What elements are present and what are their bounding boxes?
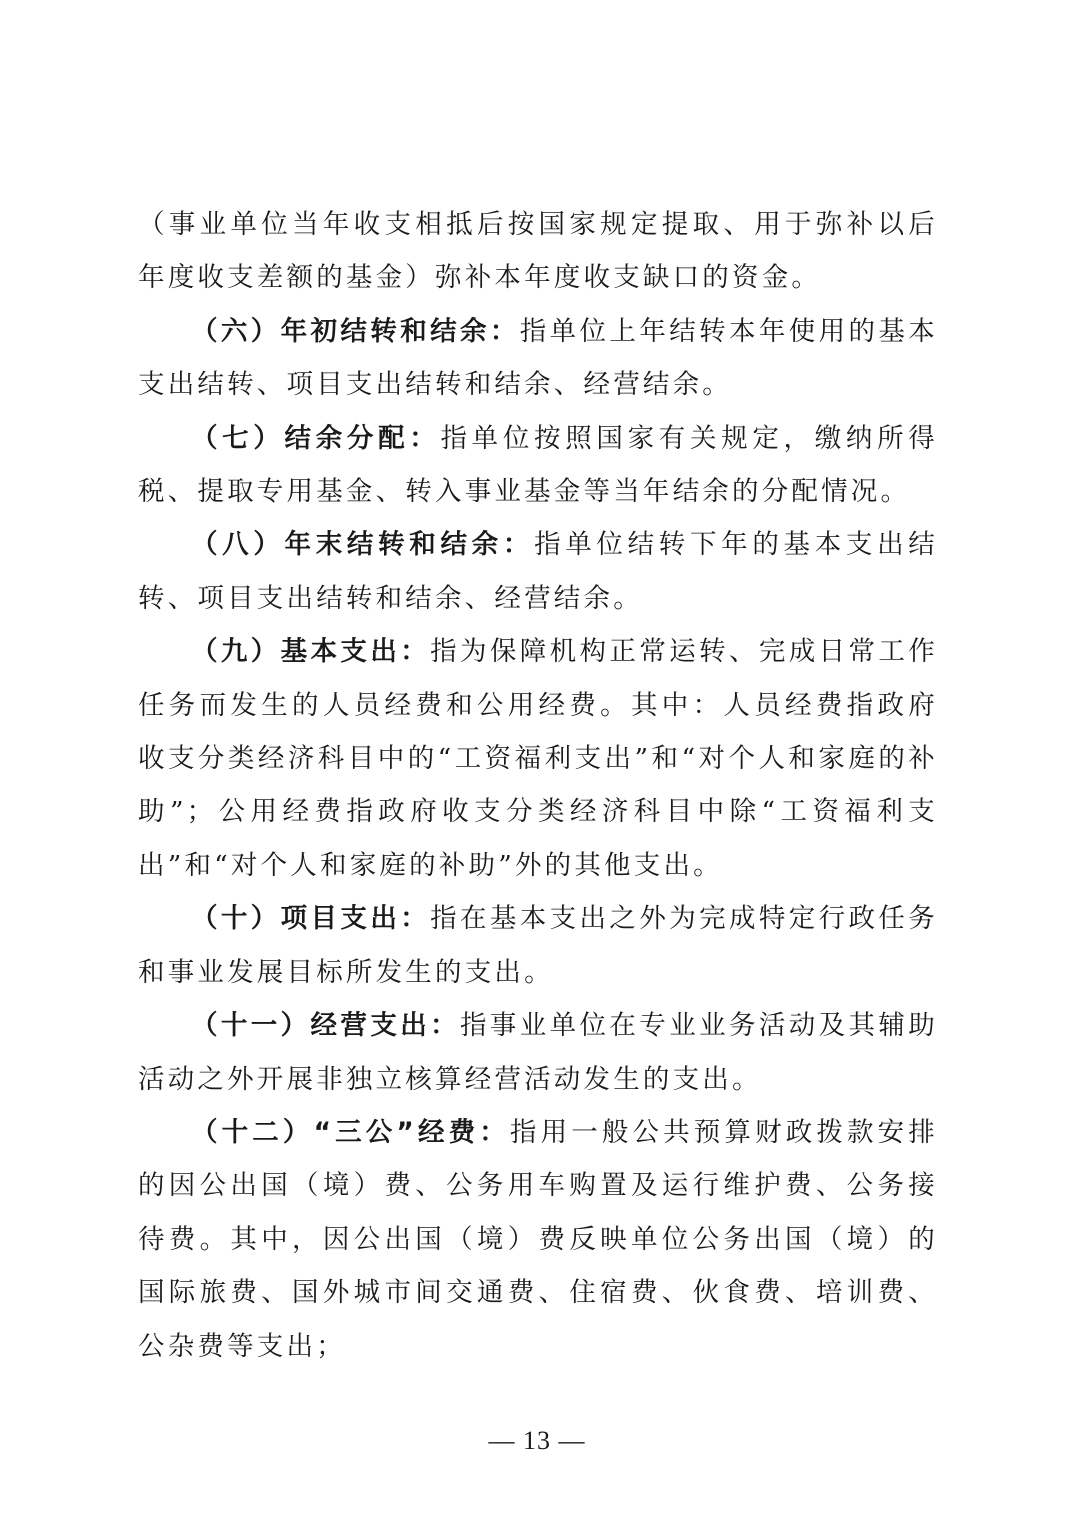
paragraph-item-9 bbox=[138, 625, 938, 892]
paragraph-text: 指单位结转下年的基本支出结转、项目支出结转和结余、经营结余。 bbox=[138, 529, 938, 614]
paragraph-item-12 bbox=[138, 1106, 938, 1373]
paragraph-continuation bbox=[138, 198, 938, 305]
page-number: — 13 — bbox=[488, 1426, 586, 1455]
term-heading: （十一）经营支出： bbox=[191, 1010, 460, 1042]
term-heading: （九）基本支出： bbox=[191, 636, 431, 668]
paragraph-item-11 bbox=[138, 999, 938, 1106]
term-heading: （六）年初结转和结余： bbox=[191, 315, 520, 347]
term-heading: （八）年末结转和结余： bbox=[191, 529, 535, 561]
paragraph-text: 指为保障机构正常运转、完成日常工作任务而发生的人员经费和公用经费。其中：人员经费指政府收支分类经济科目中的“工资福利支出”和“对个人和家庭的补助”；公用经费指政府收支分类经济科目中除“工资福利支出”和“对个人和家庭的补助”外的其他支出。 bbox=[138, 636, 938, 881]
paragraph-text: （事业单位当年收支相抵后按国家规定提取、用于弥补以后年度收支差额的基金）弥补本年度收支缺口的资金。 bbox=[138, 209, 938, 294]
paragraph-text: 指单位按照国家有关规定，缴纳所得税、提取专用基金、转入事业基金等当年结余的分配情况。 bbox=[138, 422, 938, 508]
term-heading: （七）结余分配： bbox=[191, 422, 441, 454]
paragraph-text: 指单位上年结转本年使用的基本支出结转、项目支出结转和结余、经营结余。 bbox=[138, 315, 938, 401]
paragraph-item-6 bbox=[138, 305, 938, 412]
term-heading: （十）项目支出： bbox=[191, 903, 431, 935]
term-heading: （十二）“三公”经费： bbox=[191, 1116, 510, 1148]
paragraph-text: 指在基本支出之外为完成特定行政任务和事业发展目标所发生的支出。 bbox=[138, 903, 938, 988]
paragraph-item-7 bbox=[138, 412, 938, 519]
paragraph-text: 指用一般公共预算财政拨款安排的因公出国（境）费、公务用车购置及运行维护费、公务接待费。其中，因公出国（境）费反映单位公务出国（境）的国际旅费、国外城市间交通费、住宿费、伙食费、培训费、公杂费等支出； bbox=[138, 1116, 938, 1362]
paragraph-text: 指事业单位在专业业务活动及其辅助活动之外开展非独立核算经营活动发生的支出。 bbox=[138, 1010, 938, 1095]
body-text bbox=[138, 198, 938, 1373]
paragraph-item-8 bbox=[138, 518, 938, 625]
paragraph-item-10 bbox=[138, 892, 938, 999]
